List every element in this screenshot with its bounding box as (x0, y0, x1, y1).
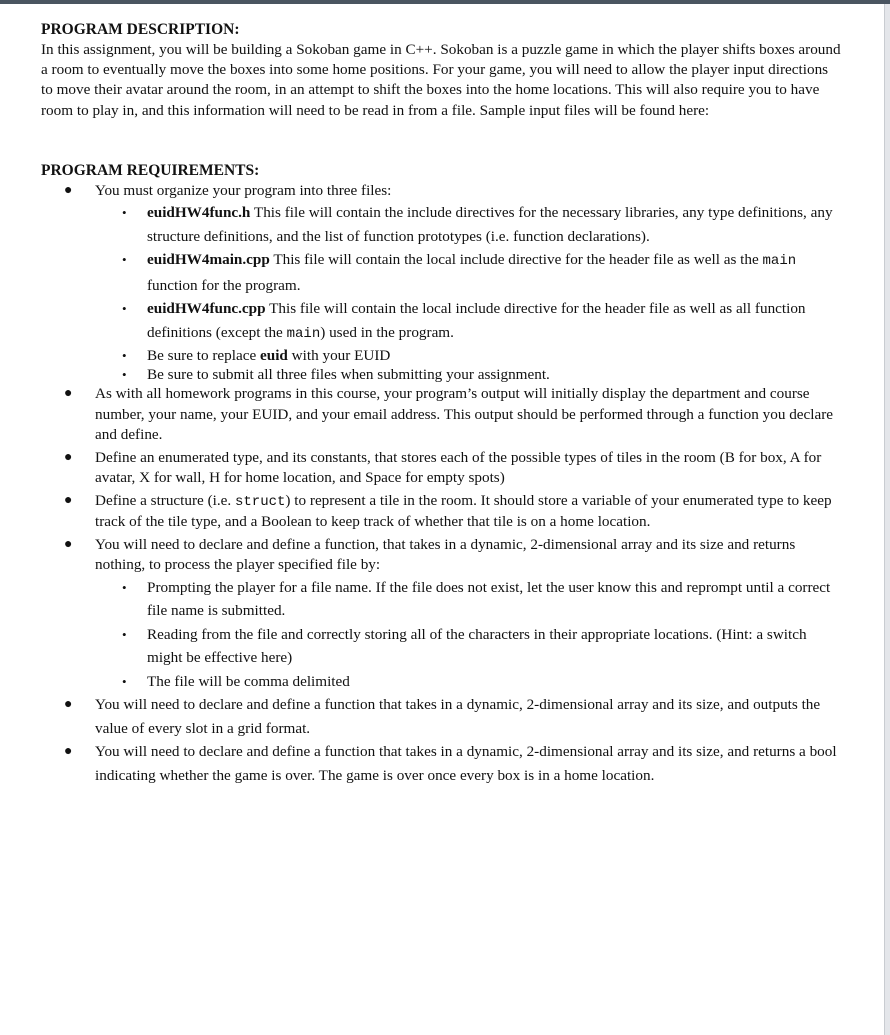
sub-requirement-item (95, 297, 841, 346)
requirement-item (41, 693, 841, 740)
bullet-icon: ● (64, 386, 73, 402)
requirement-text: You will need to declare and define a function that takes in a dynamic, 2-dimensional array and its size, and outputs the value of every slot in a grid format. (95, 696, 821, 737)
bullet-icon: • (122, 579, 127, 595)
sub-requirement-text: This file will contain the local include directive for the header file as well as all function definitions (except the (147, 300, 806, 341)
requirement-text: You must organize your program into three files: (95, 181, 392, 199)
requirement-item (41, 740, 841, 787)
code-keyword: main (762, 253, 797, 270)
requirements-list (41, 181, 841, 788)
sub-requirement-text: with your EUID (287, 347, 391, 365)
bullet-icon: ● (64, 697, 73, 713)
sub-requirement-text: function for the program. (147, 276, 301, 294)
sub-requirement-item (95, 670, 841, 694)
document-page (0, 4, 885, 1035)
bullet-icon: • (122, 626, 127, 642)
document-content (41, 20, 841, 787)
bullet-icon: ● (64, 536, 73, 552)
sub-requirements-list (95, 576, 841, 694)
bullet-icon: ● (64, 182, 73, 198)
page-edge (885, 4, 890, 1035)
program-description-text: In this assignment, you will be building a Sokoban game in C++. Sokoban is a puzzle game in which the player shifts boxes around a room to eventually move the boxes into some home positions. For your game, you will need to allow the player input directions to move their avatar around the room, in an attempt to shift the boxes into the home locations. This will also require you to have room to play in, and this information will need to be read in from a file. Sample input files will be found here: (41, 41, 841, 119)
sub-requirement-item (95, 201, 841, 248)
code-keyword: main (286, 325, 321, 342)
code-keyword: struct (235, 493, 286, 510)
requirement-text: You will need to declare and define a function, that takes in a dynamic, 2-dimensional array and its size and returns nothing, to process the player specified file by: (95, 535, 796, 574)
sub-requirements-list (95, 346, 841, 384)
sub-requirement-item (95, 576, 841, 623)
requirement-item (41, 491, 841, 533)
sub-requirement-text: This file will contain the include directives for the necessary libraries, any type definitions, any structure definitions, and the list of function prototypes (i.e. function declarations). (147, 204, 833, 245)
bullet-icon: ● (64, 744, 73, 760)
sub-requirement-text: Be sure to replace (147, 347, 261, 365)
sub-requirement-text: Prompting the player for a file name. If the file does not exist, let the user know this and reprompt until a correct file name is submitted. (147, 578, 831, 620)
sub-requirement-text: Be sure to submit all three files when submitting your assignment. (147, 366, 550, 384)
file-name: euidHW4func.cpp (147, 300, 266, 318)
sub-requirement-text: Reading from the file and correctly storing all of the characters in their appropriate locations. (Hint: a switch might be effective here) (147, 625, 807, 667)
program-requirements-heading: PROGRAM REQUIREMENTS: (41, 161, 260, 179)
requirement-item (41, 181, 841, 385)
sub-requirement-item (95, 365, 841, 384)
file-name: euidHW4main.cpp (147, 251, 270, 269)
bullet-icon: • (122, 348, 127, 364)
bullet-icon: • (122, 252, 127, 268)
bullet-icon: ● (64, 449, 73, 465)
requirement-item (41, 448, 841, 489)
bullet-icon: • (122, 673, 127, 689)
sub-requirement-item (95, 248, 841, 297)
program-description-heading: PROGRAM DESCRIPTION: (41, 21, 240, 38)
sub-requirement-item (95, 623, 841, 670)
requirement-text: Define an enumerated type, and its constants, that stores each of the possible types of tiles in the room (B for box, A for avatar, X for wall, H for home location, and Space for empty spots) (95, 448, 822, 487)
sub-requirement-text: The file will be comma delimited (147, 672, 350, 690)
requirement-item (41, 535, 841, 694)
sub-requirement-text: This file will contain the local include directive for the header file as well as the (269, 251, 763, 269)
sub-requirement-text: ) used in the program. (320, 323, 454, 341)
sub-requirement-item (95, 346, 841, 365)
requirement-text: You will need to declare and define a function that takes in a dynamic, 2-dimensional array and its size, and returns a bool indicating whether the game is over. The game is over once every box is in a home location. (95, 743, 837, 784)
requirement-text: Define a structure (i.e. (95, 491, 235, 509)
bullet-icon: • (122, 367, 127, 383)
bullet-icon: ● (64, 492, 73, 508)
euid-keyword: euid (260, 347, 288, 365)
bullet-icon: • (122, 205, 127, 221)
requirement-text: As with all homework programs in this course, your program’s output will initially display the department and course number, your name, your EUID, and your email address. This output should be performed through a function you declare and define. (95, 385, 834, 444)
requirement-text: ) to represent a tile in the room. It should store a variable of your enumerated type to keep track of the tile type, and a Boolean to keep track of whether that tile is on a home location. (95, 491, 832, 531)
requirement-item (41, 384, 841, 446)
file-name: euidHW4func.h (147, 204, 251, 222)
bullet-icon: • (122, 301, 127, 317)
sub-requirements-list (95, 201, 841, 346)
